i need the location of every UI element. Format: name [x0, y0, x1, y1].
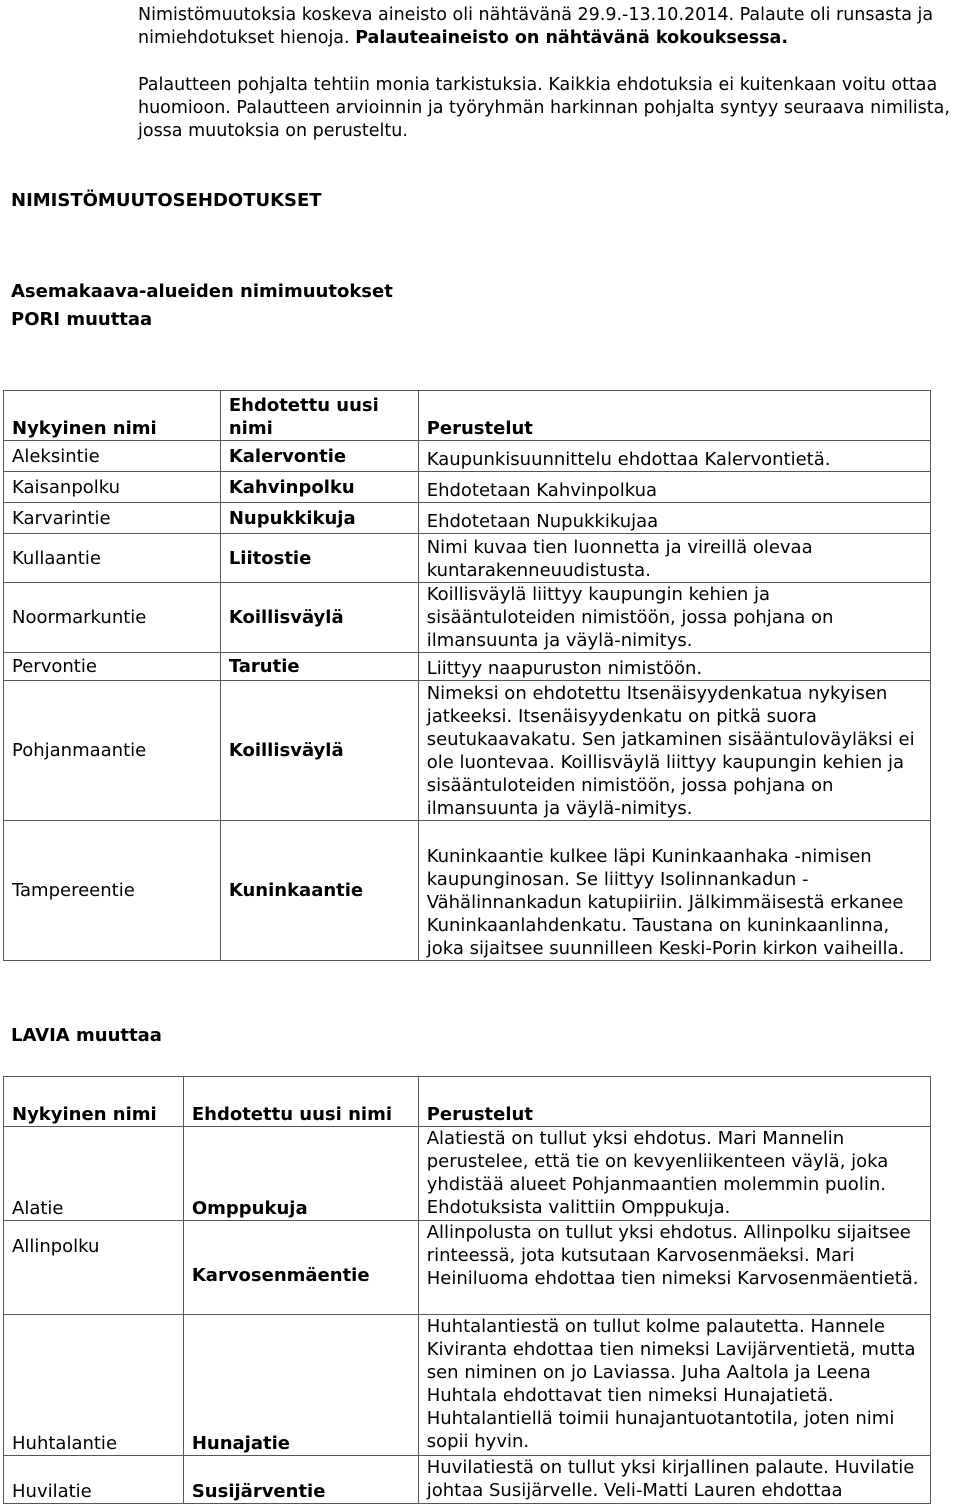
current-name: Kaisanpolku [4, 472, 221, 503]
proposed-name: Karvosenmäentie [183, 1221, 418, 1315]
header-proposed-name: Ehdotettu uusi nimi [183, 1077, 418, 1127]
table-header-row [4, 1077, 931, 1127]
main-heading: NIMISTÖMUUTOSEHDOTUKSET [11, 190, 322, 211]
intro-text [138, 4, 954, 143]
reason: Huvilatiestä on tullut yksi kirjallinen palaute. Huvilatie johtaa Susijärvelle. Veli-Matti Lauren ehdottaa [418, 1456, 930, 1504]
proposed-name: Susijärventie [183, 1456, 418, 1504]
current-name: Huvilatie [4, 1456, 184, 1504]
reason: Allinpolusta on tullut yksi ehdotus. Allinpolku sijaitsee rinteessä, jota kutsutaan Karvosenmäeksi. Mari Heiniluoma ehdottaa tien nimeksi Karvosenmäentietä. [418, 1221, 930, 1315]
proposed-name: Koillisväylä [220, 681, 418, 821]
intro-paragraph-1 [138, 4, 954, 50]
reason: Alatiestä on tullut yksi ehdotus. Mari Mannelin perustelee, että tie on kevyenliikenteen väylä, joka yhdistää alueet Pohjanmaantien molemmin puolin. Ehdotuksista valittiin Omppukuja. [418, 1127, 930, 1221]
table-row [4, 441, 931, 472]
reason: Ehdotetaan Nupukkikujaa [418, 503, 930, 534]
proposed-name: Omppukuja [183, 1127, 418, 1221]
table-row [4, 1315, 931, 1456]
table-row [4, 534, 931, 583]
reason: Huhtalantiestä on tullut kolme palautetta. Hannele Kiviranta ehdottaa tien nimeksi Lavijärventietä, mutta sen niminen on jo Laviassa. Juha Aaltola ja Leena Huhtala ehdottavat tien nimeksi Hunajatietä. Huhtalantiellä toimii hunajantuotantotila, joten nimi sopii hyvin. [418, 1315, 930, 1456]
reason: Kaupunkisuunnittelu ehdottaa Kalervontietä. [418, 441, 930, 472]
proposed-name: Liitostie [220, 534, 418, 583]
pori-heading: PORI muuttaa [11, 309, 153, 330]
reason: Nimi kuvaa tien luonnetta ja vireillä olevaa kuntarakenneuudistusta. [418, 534, 930, 583]
table-row [4, 821, 931, 961]
proposed-name: Hunajatie [183, 1315, 418, 1456]
reason: Koillisväylä liittyy kaupungin kehien ja sisääntuloteiden nimistöön, jossa pohjana on ilmansuunta ja väylä-nimitys. [418, 583, 930, 653]
table-header-row [4, 391, 931, 441]
header-current-name: Nykyinen nimi [4, 1077, 184, 1127]
current-name: Aleksintie [4, 441, 221, 472]
reason: Liittyy naapuruston nimistöön. [418, 653, 930, 681]
current-name: Noormarkuntie [4, 583, 221, 653]
current-name: Alatie [4, 1127, 184, 1221]
reason: Kuninkaantie kulkee läpi Kuninkaanhaka -nimisen kaupunginosan. Se liittyy Isolinnankadun - Vähälinnankadun katupiiriin. Jälkimmäisestä erkanee Kuninkaanlahdenkatu. Taustana on kuninkaanlinna, joka sijaitsee suunnilleen Keski-Porin kirkon vaiheilla. [418, 821, 930, 961]
current-name: Pervontie [4, 653, 221, 681]
lavia-heading: LAVIA muuttaa [11, 1025, 162, 1046]
reason: Ehdotetaan Kahvinpolkua [418, 472, 930, 503]
proposed-name: Tarutie [220, 653, 418, 681]
current-name: Pohjanmaantie [4, 681, 221, 821]
table-row [4, 681, 931, 821]
table-row [4, 1127, 931, 1221]
proposed-name: Kalervontie [220, 441, 418, 472]
lavia-table [3, 1076, 931, 1504]
sub-heading: Asemakaava-alueiden nimimuutokset [11, 281, 393, 302]
current-name: Karvarintie [4, 503, 221, 534]
table-row [4, 472, 931, 503]
current-name: Tampereentie [4, 821, 221, 961]
pori-table [3, 390, 931, 961]
table-row [4, 583, 931, 653]
current-name: Huhtalantie [4, 1315, 184, 1456]
header-reason: Perustelut [418, 391, 930, 441]
table-row [4, 1221, 931, 1315]
table-row [4, 503, 931, 534]
current-name: Kullaantie [4, 534, 221, 583]
table-row [4, 1456, 931, 1504]
header-reason: Perustelut [418, 1077, 930, 1127]
proposed-name: Kuninkaantie [220, 821, 418, 961]
intro-line-1: Nimistömuutoksia koskeva aineisto oli nähtävänä 29.9.-13.10.2014. Palaute oli runsasta ja nimiehdotukset hienoja. [138, 5, 934, 48]
proposed-name: Nupukkikuja [220, 503, 418, 534]
proposed-name: Koillisväylä [220, 583, 418, 653]
intro-paragraph-2: Palautteen pohjalta tehtiin monia tarkistuksia. Kaikkia ehdotuksia ei kuitenkaan voitu ottaa huomioon. Palautteen arvioinnin ja työryhmän harkinnan pohjalta syntyy seuraava nimilista, jossa muutoksia on perusteltu. [138, 75, 950, 141]
header-proposed-name: Ehdotettu uusi nimi [220, 391, 418, 441]
proposed-name: Kahvinpolku [220, 472, 418, 503]
table-row [4, 653, 931, 681]
header-current-name: Nykyinen nimi [4, 391, 221, 441]
intro-line-1-bold: Palauteaineisto on nähtävänä kokouksessa. [355, 28, 788, 48]
current-name: Allinpolku [4, 1221, 184, 1315]
reason: Nimeksi on ehdotettu Itsenäisyydenkatua nykyisen jatkeeksi. Itsenäisyydenkatu on pitkä suora seutukaavakatu. Sen jatkaminen sisääntuloväyläksi ei ole luontevaa. Koillisväylä liittyy kaupungin kehien ja sisääntuloteiden nimistöön, jossa pohjana on ilmansuunta ja väylä-nimitys. [418, 681, 930, 821]
